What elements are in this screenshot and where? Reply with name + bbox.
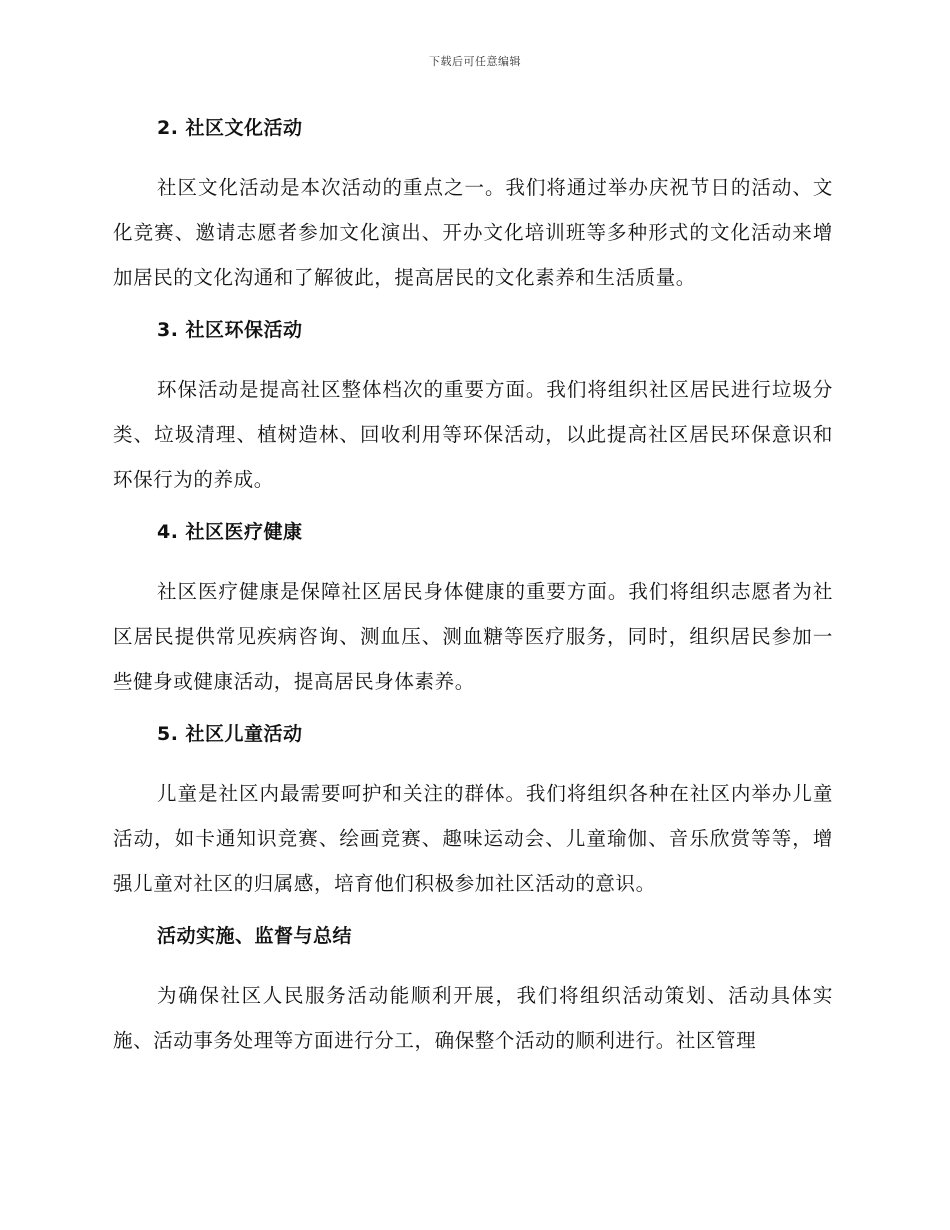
page-header: 下载后可任意编辑 [429, 55, 521, 68]
document-body [113, 111, 833, 1076]
section-environmental-activities [113, 313, 833, 502]
section-cultural-activities [113, 111, 833, 300]
section-paragraph: 环保活动是提高社区整体档次的重要方面。我们将组织社区居民进行垃圾分类、垃圾清理、植树造林、回收利用等环保活动，以此提高社区居民环保意识和环保行为的养成。 [113, 378, 833, 491]
section-paragraph: 社区医疗健康是保障社区居民身体健康的重要方面。我们将组织志愿者为社区居民提供常见疾病咨询、测血压、测血糖等医疗服务，同时，组织居民参加一些健身或健康活动，提高居民身体素养。 [113, 580, 833, 693]
section-paragraph: 为确保社区人民服务活动能顺利开展，我们将组织活动策划、活动具体实施、活动事务处理等方面进行分工，确保整个活动的顺利进行。社区管理 [113, 984, 833, 1052]
section-children-activities [113, 717, 833, 906]
section-title: 2. 社区文化活动 [157, 117, 303, 139]
section-title: 5. 社区儿童活动 [157, 723, 303, 745]
section-title: 3. 社区环保活动 [157, 319, 303, 341]
section-paragraph: 社区文化活动是本次活动的重点之一。我们将通过举办庆祝节日的活动、文化竞赛、邀请志愿者参加文化演出、开办文化培训班等多种形式的文化活动来增加居民的文化沟通和了解彼此，提高居民的文化素养和生活质量。 [113, 176, 833, 289]
section-title: 4. 社区医疗健康 [157, 521, 303, 543]
section-paragraph: 儿童是社区内最需要呵护和关注的群体。我们将组织各种在社区内举办儿童活动，如卡通知识竞赛、绘画竞赛、趣味运动会、儿童瑜伽、音乐欣赏等等，增强儿童对社区的归属感，培育他们积极参加社区活动的意识。 [113, 782, 833, 895]
section-title: 活动实施、监督与总结 [157, 925, 353, 947]
section-implementation-summary [113, 919, 833, 1063]
section-medical-health [113, 515, 833, 704]
